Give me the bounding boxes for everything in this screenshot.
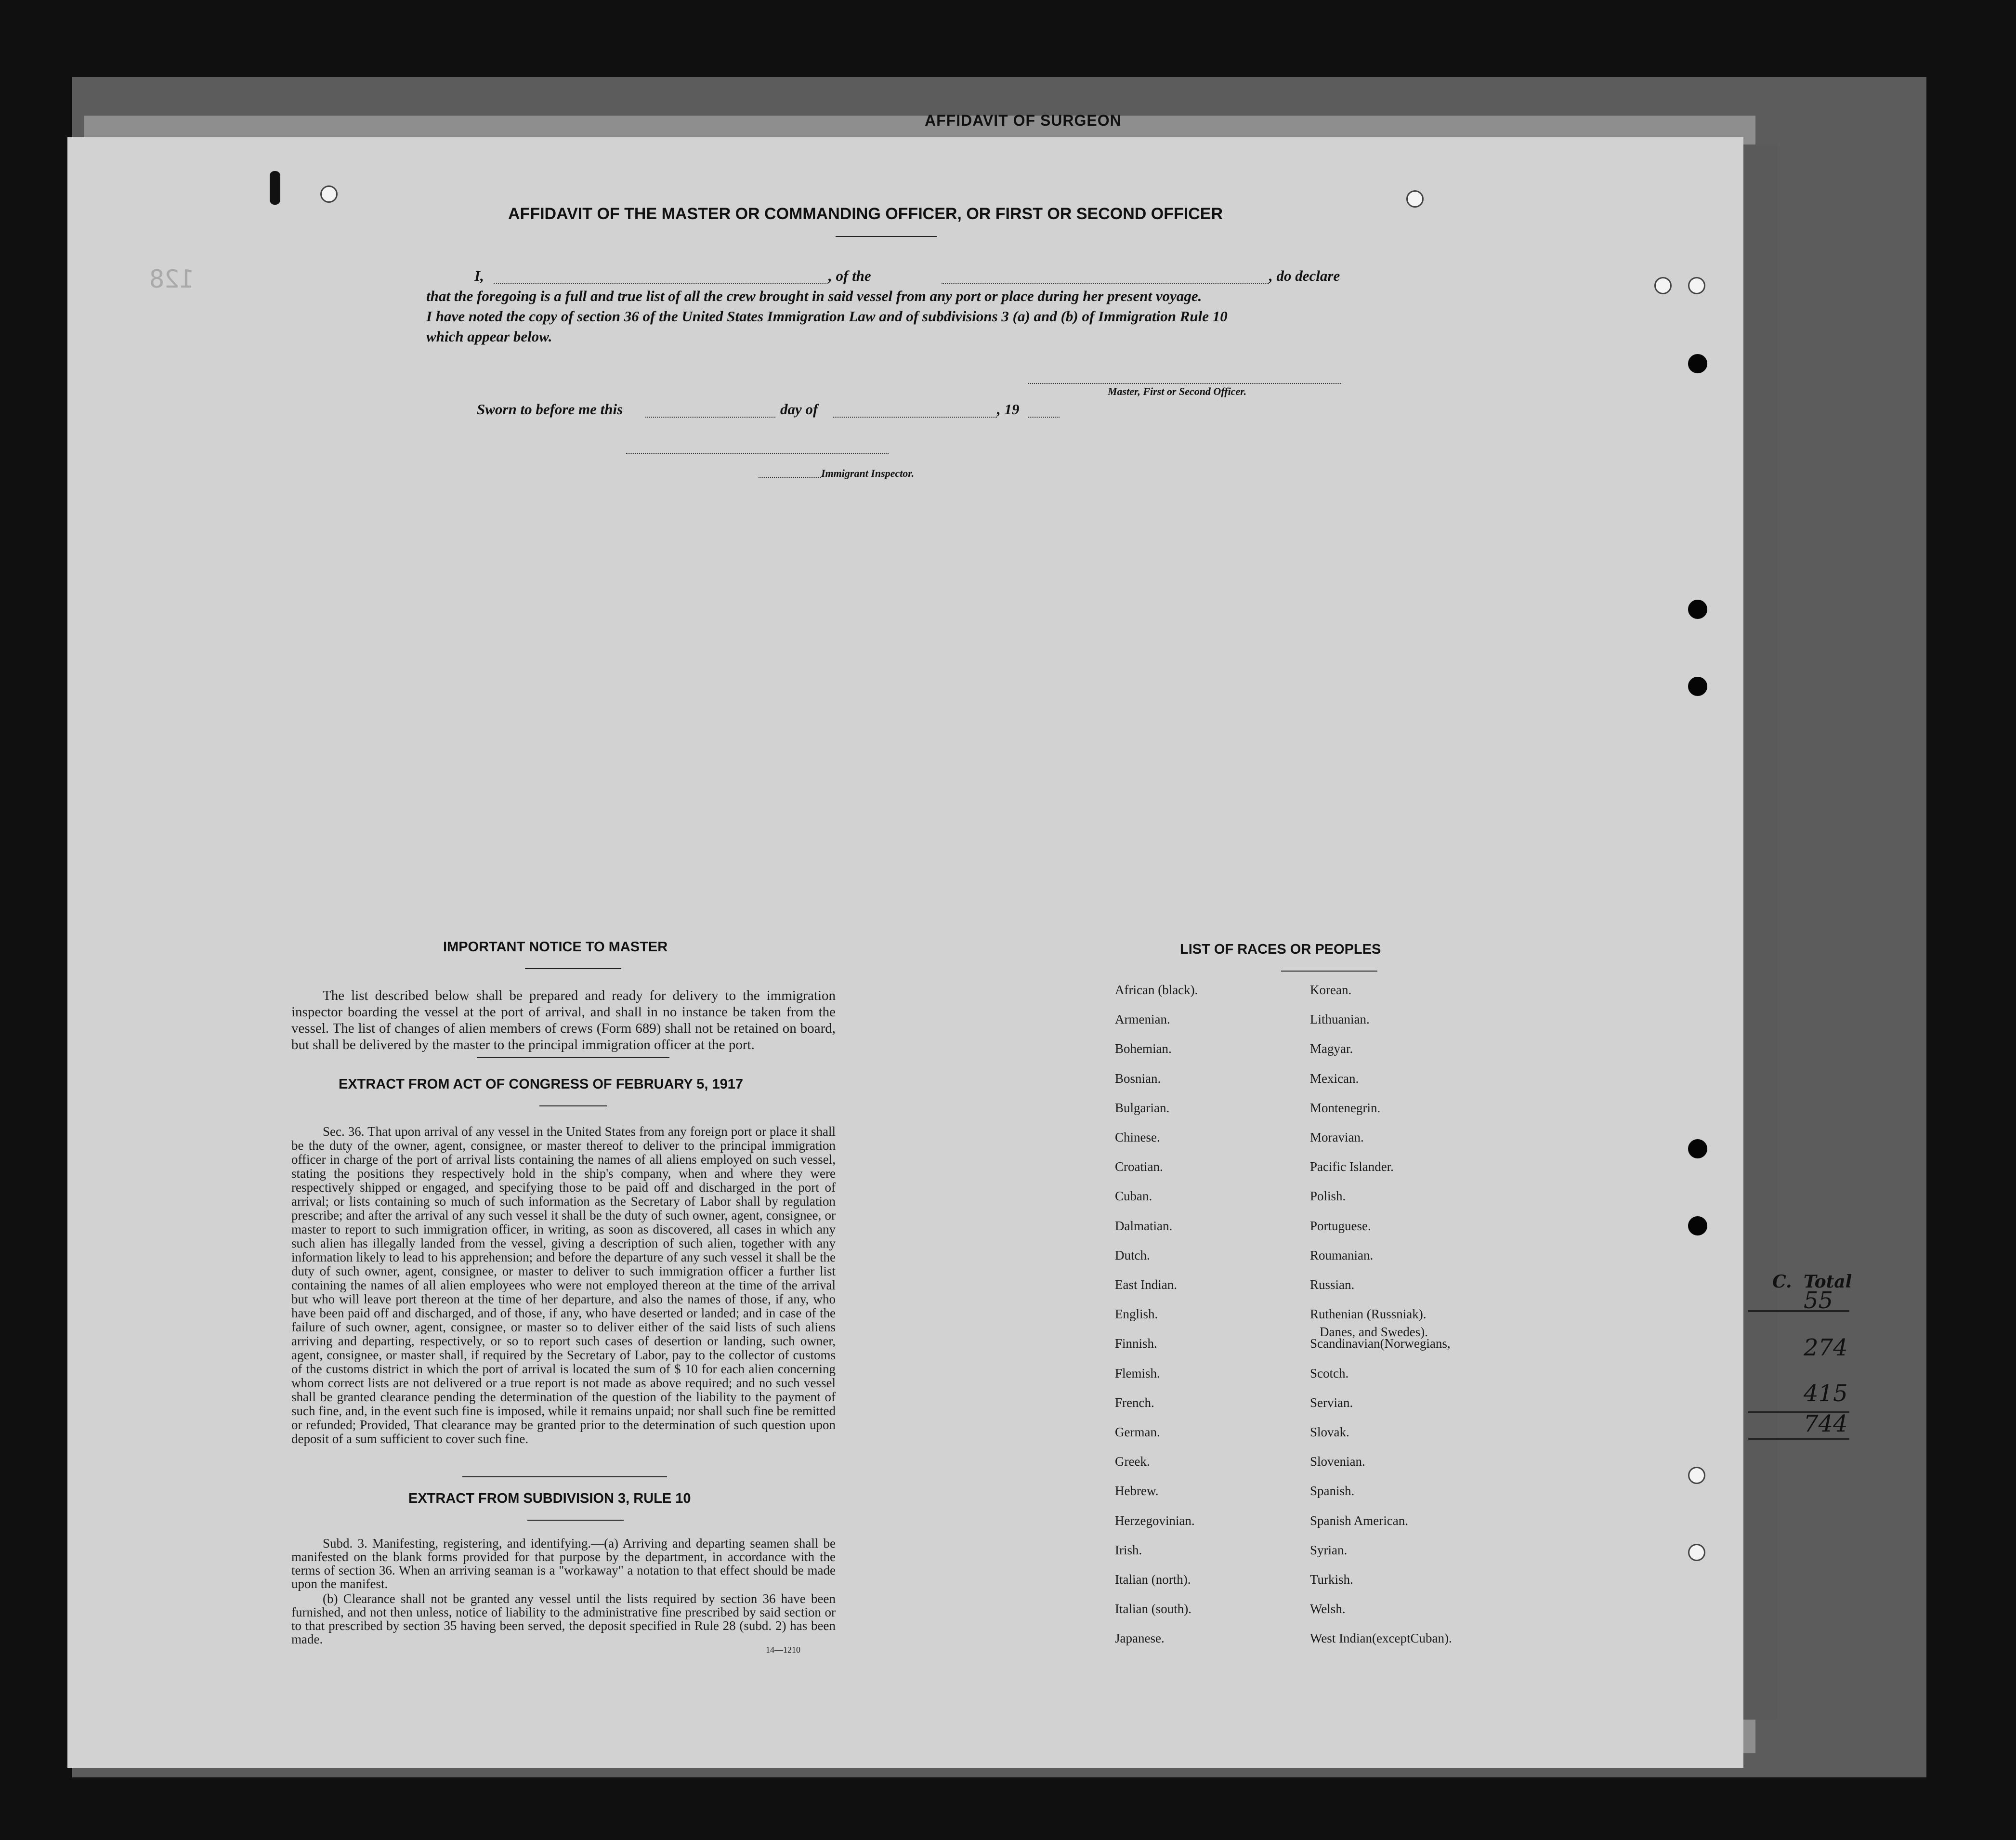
race-item: English.	[1115, 1307, 1158, 1321]
act-extract-title: EXTRACT FROM ACT OF CONGRESS OF FEBRUARY 5, 1917	[339, 1077, 744, 1092]
race-item: Moravian.	[1310, 1130, 1364, 1144]
race-item: Croatian.	[1115, 1159, 1163, 1174]
race-item: Servian.	[1310, 1395, 1353, 1410]
race-item: Bulgarian.	[1115, 1101, 1170, 1115]
surgeon-affidavit-header: AFFIDAVIT OF SURGEON	[925, 112, 1122, 129]
race-item: Cuban.	[1115, 1189, 1152, 1203]
race-item: Syrian.	[1310, 1543, 1348, 1557]
ink-mark	[270, 171, 280, 205]
race-item: Portuguese.	[1310, 1219, 1371, 1233]
sworn-year-prefix: , 19	[997, 401, 1020, 418]
sworn-prefix: Sworn to before me this	[477, 401, 623, 418]
race-item: German.	[1115, 1425, 1160, 1439]
punch-hole	[1688, 1544, 1705, 1561]
affidavit-line2: that the foregoing is a full and true list of all the crew brought in said vessel from any port or place during her present voyage.	[426, 288, 1202, 304]
affidavit-line1-prefix: I,	[474, 267, 484, 284]
title-rule	[836, 236, 937, 237]
race-item: West Indian(exceptCuban).	[1310, 1631, 1452, 1645]
underlying-total-3: 415	[1804, 1380, 1848, 1407]
officer-signature-caption: Master, First or Second Officer.	[1108, 385, 1247, 397]
underlying-total-1: 55	[1804, 1287, 1833, 1314]
notice-divider	[477, 1057, 669, 1058]
race-item: Bohemian.	[1115, 1041, 1172, 1056]
punch-hole	[1688, 277, 1705, 294]
race-item: Pacific Islander.	[1310, 1159, 1394, 1174]
race-item: Herzegovinian.	[1115, 1513, 1195, 1528]
underlying-total-4: 744	[1804, 1410, 1848, 1437]
race-item: Korean.	[1310, 983, 1352, 997]
race-item: Scotch.	[1310, 1366, 1349, 1380]
notice-rule	[525, 968, 621, 969]
race-item: Armenian.	[1115, 1012, 1170, 1026]
rule-extract-text-b: (b) Clearance shall not be granted any vessel until the lists required by section 36 have been furnished, and not then unless, notice of liability to the administrative fine prescribed by said section or to that prescribed by section 35 having been served, the deposit specified in Rule 28 (subd. 2) has been made.	[291, 1591, 836, 1646]
notice-title: IMPORTANT NOTICE TO MASTER	[443, 939, 668, 955]
race-item: Italian (south).	[1115, 1602, 1191, 1616]
affidavit-line4: which appear below.	[426, 328, 552, 345]
race-item: Flemish.	[1115, 1366, 1160, 1380]
punch-hole	[1688, 600, 1707, 619]
races-rule	[1281, 971, 1377, 972]
race-scandinavian-continued: Danes, and Swedes).	[1320, 1325, 1428, 1339]
affidavit-title: AFFIDAVIT OF THE MASTER OR COMMANDING OFFICER, OR FIRST OR SECOND OFFICER	[508, 205, 1223, 223]
total-underline-2	[1748, 1411, 1849, 1413]
race-item: Ruthenian (Russniak).	[1310, 1307, 1427, 1321]
race-item: Finnish.	[1115, 1336, 1157, 1351]
race-item: Spanish.	[1310, 1484, 1355, 1498]
race-item: Bosnian.	[1115, 1071, 1161, 1086]
bleed-through-page-number: 128	[149, 265, 195, 294]
race-item: Hebrew.	[1115, 1484, 1159, 1498]
race-item: Lithuanian.	[1310, 1012, 1370, 1026]
punch-hole	[1688, 1467, 1705, 1484]
sworn-day-blank[interactable]	[645, 417, 775, 418]
punch-hole	[1688, 1216, 1707, 1235]
underlying-total-2: 274	[1804, 1334, 1848, 1361]
race-item: Slovenian.	[1310, 1454, 1365, 1469]
race-item: African (black).	[1115, 983, 1198, 997]
rule-extract-title: EXTRACT FROM SUBDIVISION 3, RULE 10	[408, 1491, 691, 1506]
vessel-name-blank[interactable]	[942, 283, 1269, 284]
affidavit-page	[67, 137, 1743, 1768]
punch-hole	[1688, 677, 1707, 696]
race-item: East Indian.	[1115, 1277, 1177, 1292]
race-item: French.	[1115, 1395, 1154, 1410]
race-item: Turkish.	[1310, 1572, 1353, 1587]
race-item: Dutch.	[1115, 1248, 1150, 1262]
inspector-caption: Immigrant Inspector.	[821, 467, 915, 479]
affidavit-line1-mid: , of the	[828, 267, 871, 284]
form-number: 14—1210	[766, 1645, 800, 1655]
race-item: Scandinavian(Norwegians,	[1310, 1336, 1451, 1351]
sworn-day-label: day of	[780, 401, 818, 418]
races-title: LIST OF RACES OR PEOPLES	[1180, 942, 1381, 957]
affidavit-line1-end: , do declare	[1269, 267, 1340, 284]
officer-signature-line[interactable]	[1028, 383, 1341, 384]
sworn-year-blank[interactable]	[1028, 417, 1060, 418]
race-item: Slovak.	[1310, 1425, 1349, 1439]
punch-hole	[1406, 190, 1424, 208]
race-item: Italian (north).	[1115, 1572, 1191, 1587]
race-item: Japanese.	[1115, 1631, 1165, 1645]
race-item: Mexican.	[1310, 1071, 1359, 1086]
race-item: Greek.	[1115, 1454, 1150, 1469]
act-extract-text: Sec. 36. That upon arrival of any vessel in the United States from any foreign port or place it shall be the duty of the owner, agent, consignee, or master thereof to deliver to the principal immigration officer in charge of the port of arrival lists containing the names of all aliens employed on such vessel, stating the positions they respectively hold in the ship's company, when and where they were respectively shipped or engaged, and specifying those to be paid off and discharged in the port of arrival; or lists containing so much of such information as the Secretary of Labor shall by regulation prescribe; and after the arrival of any such vessel it shall be the duty of such owner, agent, consignee, or master to report to such immigration officer, in writing, as soon as discovered, all cases in which any such alien has illegally landed from the vessel, giving a description of such alien, together with any information likely to lead to his apprehension; and before the departure of any such vessel it shall be the duty of such owner, agent, consignee, or master to deliver to such immigration officer a further list containing the names of all alien employees who were not employed thereon at the time of the arrival but who will leave port thereon at the time of her departure, and also the names of those, if any, who have been paid off and discharged, and of those, if any, who have deserted or landed; and in case of the failure of such owner, agent, consignee, or master so to deliver either of the said lists of such aliens arriving and departing, respectively, or so to report such cases of desertion or landing, such owner, agent, consignee, or master shall, if required by the Secretary of Labor, pay to the collector of customs of the customs district in which the port of arrival is located the sum of $ 10 for each alien concerning whom correct lists are not delivered or a true report is not made as above required; and no such vessel shall be granted clearance pending the determination of the question of the liability to the payment of such fine, and, in the event such fine is imposed, while it remains unpaid; nor shall such fine be remitted or refunded; Provided, That clearance may be granted prior to the determination of such question upon deposit of a sum sufficient to cover such fine.	[291, 1124, 836, 1446]
act-extract-rule	[539, 1105, 607, 1106]
race-item: Roumanian.	[1310, 1248, 1374, 1262]
total-underline-1	[1748, 1310, 1849, 1312]
inspector-signature-line[interactable]	[626, 453, 889, 454]
race-item: Magyar.	[1310, 1041, 1353, 1056]
underlying-total-label: Total	[1804, 1272, 1852, 1292]
punch-hole	[1654, 277, 1672, 294]
act-extract-divider	[462, 1476, 667, 1477]
declarant-name-blank[interactable]	[494, 283, 828, 284]
punch-hole	[320, 185, 338, 203]
race-item: Polish.	[1310, 1189, 1346, 1203]
rule-extract-rule	[527, 1520, 624, 1521]
notice-text: The list described below shall be prepared and ready for delivery to the immigration inspector boarding the vessel at the port of arrival, and shall in no instance be taken from the vessel. The list of changes of alien members of crews (Form 689) shall not be retained on board, but shall be delivered by the master to the principal immigration officer at the port.	[291, 988, 836, 1052]
punch-hole	[1688, 354, 1707, 373]
race-item: Dalmatian.	[1115, 1219, 1173, 1233]
sworn-month-blank[interactable]	[833, 417, 997, 418]
underlying-col-label: C.	[1772, 1272, 1792, 1292]
inspector-dotline	[759, 477, 821, 478]
race-item: Welsh.	[1310, 1602, 1346, 1616]
race-item: Montenegrin.	[1310, 1101, 1381, 1115]
underlying-sheet-edge	[1739, 145, 1777, 1720]
race-item: Spanish American.	[1310, 1513, 1408, 1528]
race-item: Irish.	[1115, 1543, 1142, 1557]
punch-hole	[1688, 1139, 1707, 1158]
rule-extract-text-a: Subd. 3. Manifesting, registering, and identifying.—(a) Arriving and departing seamen shall be manifested on the blank forms provided for that purpose by the department, in accordance with the terms of section 36. When an arriving seaman is a "workaway" a notation to that effect should be made upon the manifest.	[291, 1536, 836, 1591]
total-underline-3	[1748, 1438, 1849, 1440]
race-item: Russian.	[1310, 1277, 1355, 1292]
affidavit-line3: I have noted the copy of section 36 of the United States Immigration Law and of subdivisions 3 (a) and (b) of Immigration Rule 10	[426, 308, 1228, 325]
race-item: Chinese.	[1115, 1130, 1160, 1144]
